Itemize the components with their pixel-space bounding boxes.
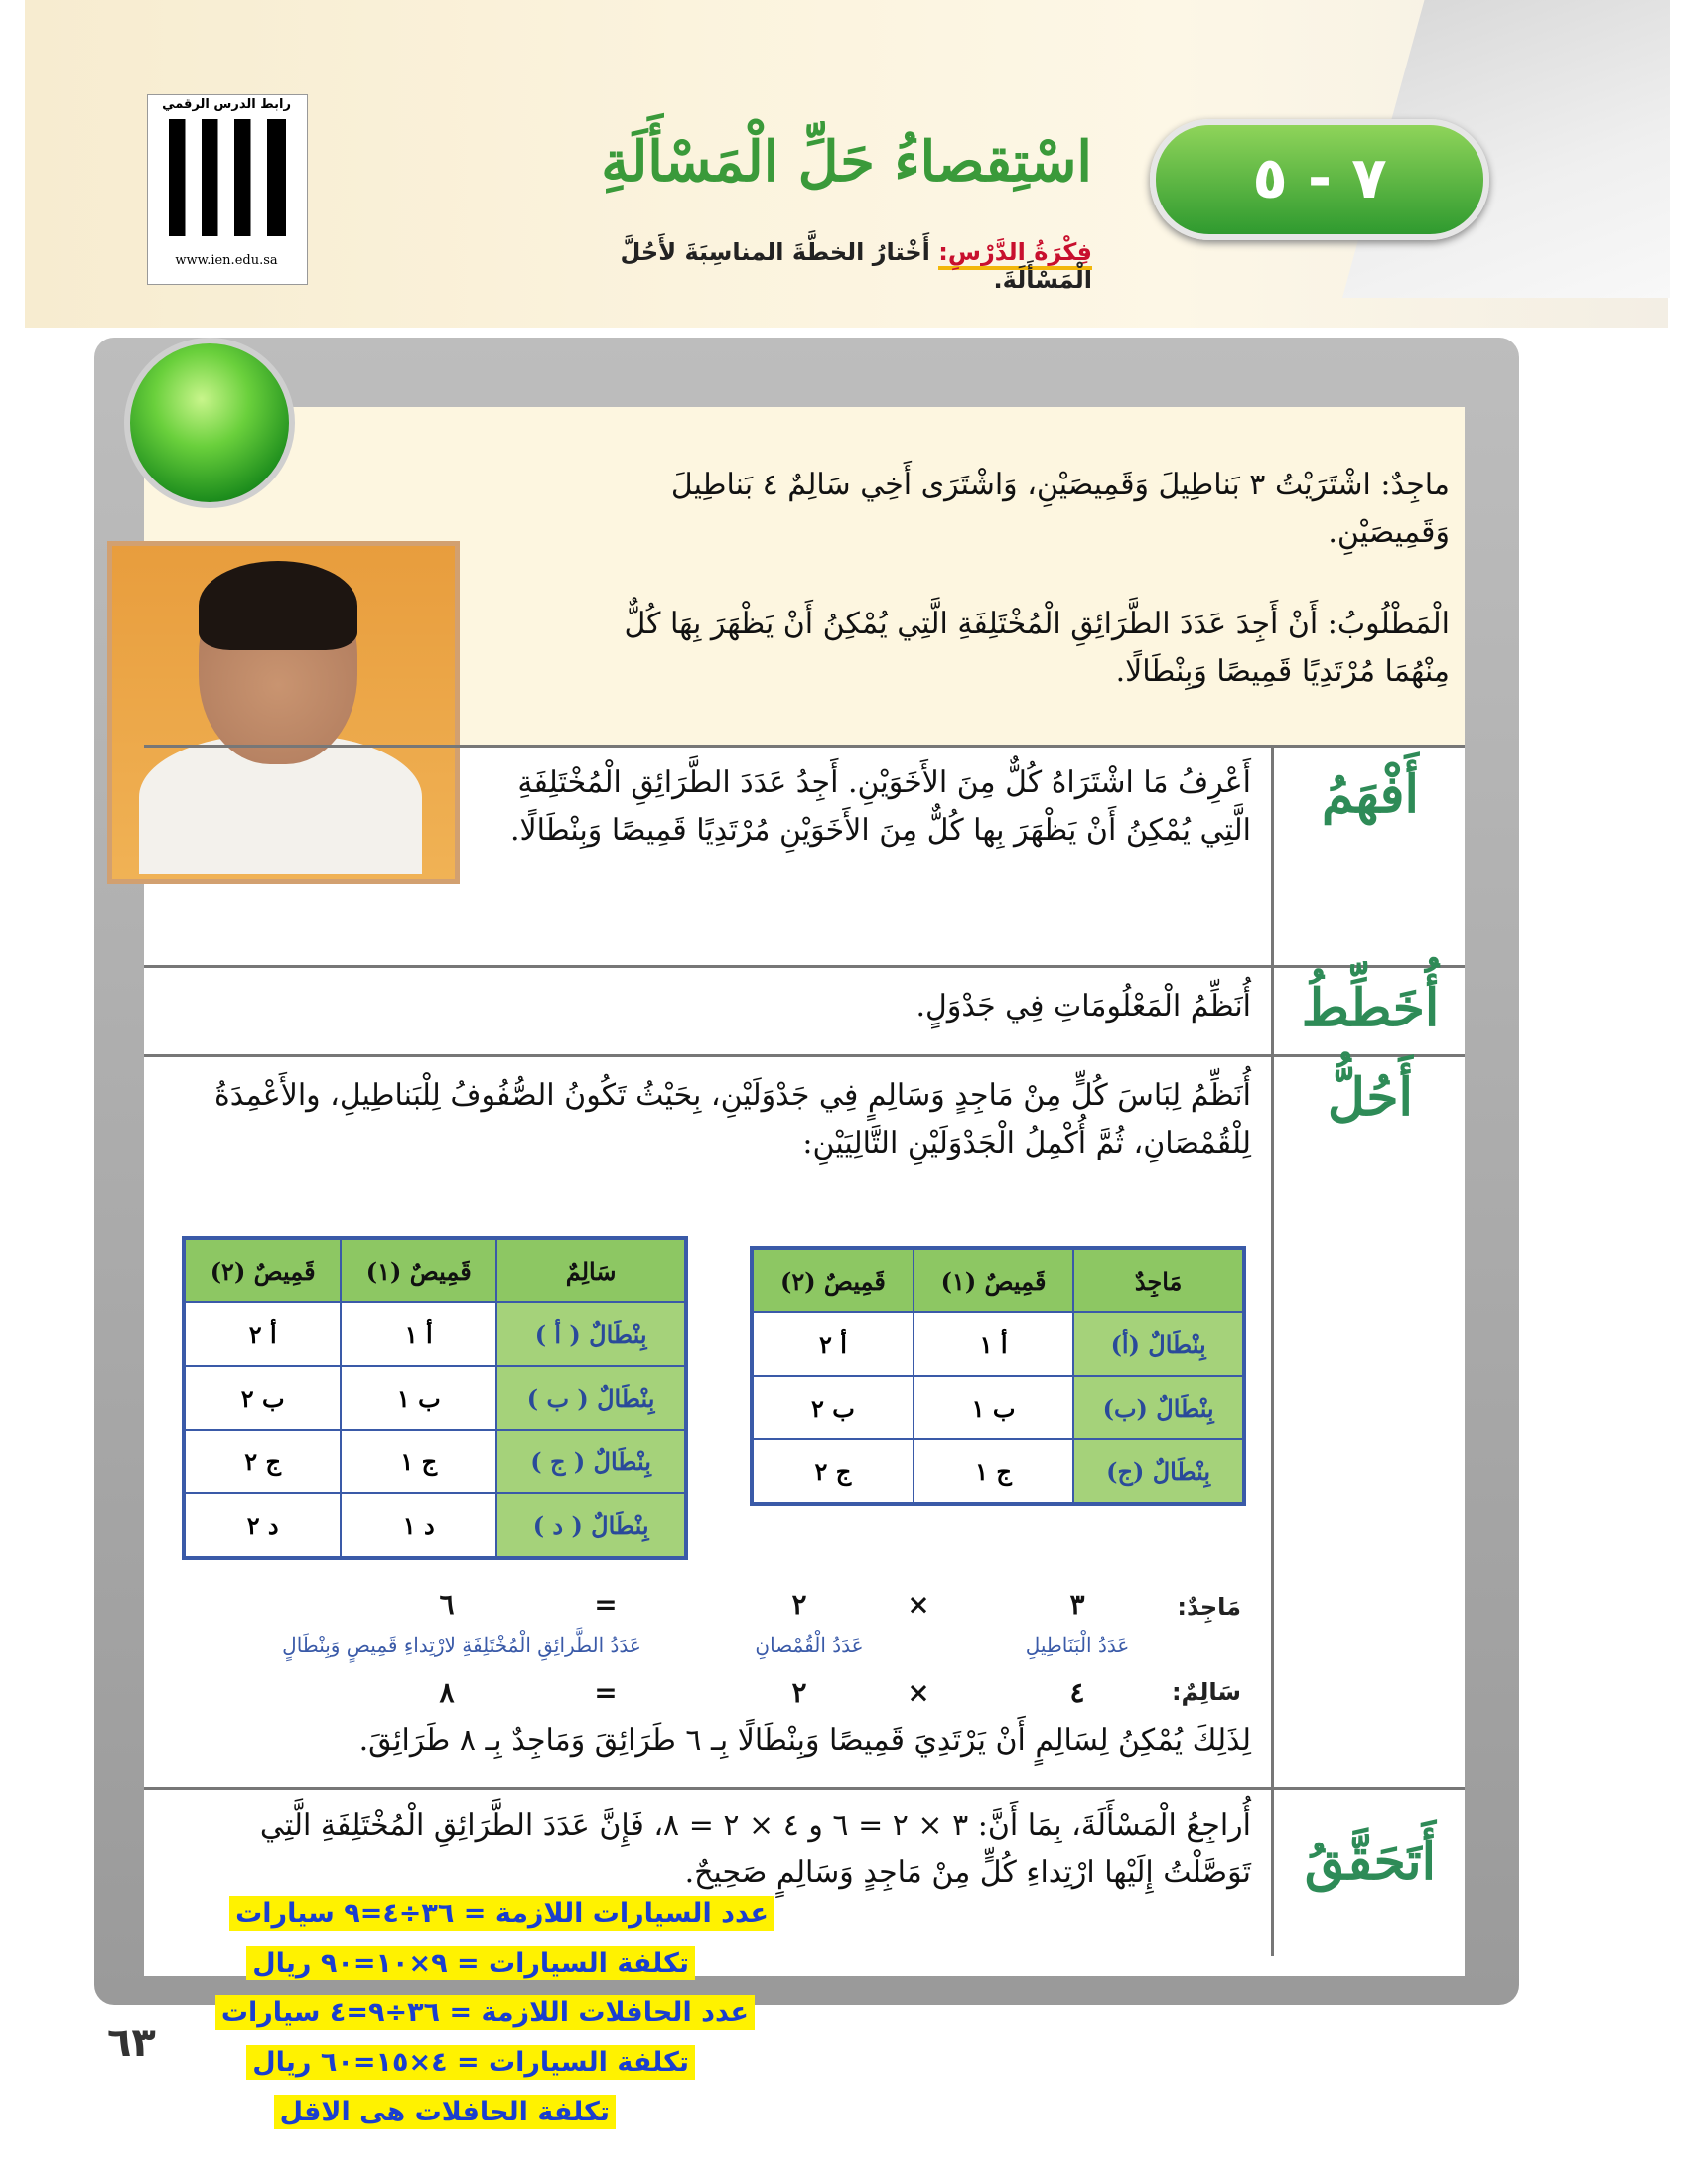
table-row-header: بِنْطَالٌ ( أ ) bbox=[496, 1302, 686, 1366]
table-cell: ج ٢ bbox=[184, 1430, 341, 1493]
annotation-line-5 bbox=[248, 2097, 616, 2127]
section-title-plan: أُخَطِّطُ bbox=[1301, 978, 1440, 1038]
highlight-text: تكلفة السيارات = ٤×١٥=٦٠ ريال bbox=[246, 2045, 695, 2080]
annotation-line-4 bbox=[179, 2047, 695, 2078]
salem-table bbox=[182, 1236, 688, 1560]
annotation-line-3 bbox=[129, 1997, 755, 2028]
table-row bbox=[752, 1312, 1244, 1376]
intro-paragraph-1: ماجِدٌ: اشْتَرَيْتُ ٣ بَناطِيلَ وَقَمِيصَيْنِ، وَاشْتَرَى أَخِي سَالِمٌ ٤ بَناطِيلَ وَقَمِيصَيْنِ. bbox=[670, 468, 1450, 550]
table-cell: ج ١ bbox=[341, 1430, 496, 1493]
table-cell: أ ٢ bbox=[184, 1302, 341, 1366]
qr-title: رابط الدرس الرقمي bbox=[162, 97, 291, 112]
table-cell: ب ٢ bbox=[184, 1366, 341, 1430]
lesson-title: اسْتِقصاءُ حَلِّ الْمَسْأَلَةِ bbox=[601, 129, 1092, 195]
table-cell: ب ١ bbox=[341, 1366, 496, 1430]
table-row-header: بِنْطَالٌ ( د ) bbox=[496, 1493, 686, 1558]
table-row bbox=[752, 1439, 1244, 1504]
table-row bbox=[184, 1302, 686, 1366]
section-divider bbox=[144, 1787, 1465, 1790]
section-title-check: أَتَحَقَّقُ bbox=[1304, 1832, 1437, 1892]
table-cell: ج ٢ bbox=[752, 1439, 914, 1504]
table-cell: ج ١ bbox=[914, 1439, 1073, 1504]
highlight-text: عدد السيارات اللازمة = ٣٦÷٤=٩ سيارات bbox=[229, 1896, 774, 1931]
annotation-line-1 bbox=[129, 1898, 774, 1929]
equation-operator: = bbox=[594, 1588, 618, 1621]
section-text-solve: أُنَظِّمُ لِبَاسَ كُلٍّ مِنْ مَاجِدٍ وَسَالِمٍ فِي جَدْوَلَيْنِ، بِحَيْثُ تَكُونُ الصُّفُوفُ لِلْبَناطِيلِ، والأَعْمِدَةُ لِلْقُمْصَانِ، ثُمَّ أُكْمِلُ الْجَدْوَلَيْنِ التَّالِيَيْنِ: bbox=[214, 1078, 1251, 1160]
table-row-header: بِنْطَالٌ (أ) bbox=[1073, 1312, 1244, 1376]
section-divider bbox=[144, 1054, 1465, 1057]
table-row bbox=[184, 1366, 686, 1430]
section-text-understand: أَعْرِفُ مَا اشْتَرَاهُ كُلٌّ مِنَ الأَخَوَيْنِ. أَجِدُ عَدَدَ الطَّرَائِقِ الْمُخْتَلِفَةِ الَّتِي يُمْكِنُ أَنْ يَظْهَرَ بِها كُلٌّ مِنَ الأَخَوَيْنِ مُرْتَدِيًا قَمِيصًا وَبِنْطَالًا. bbox=[510, 765, 1251, 848]
table-row bbox=[752, 1376, 1244, 1439]
equation-term: ٨ bbox=[439, 1676, 455, 1708]
equation-label-majed: مَاجِدٌ: bbox=[1177, 1593, 1241, 1621]
table-header: قَمِيصٌ (١) bbox=[914, 1248, 1073, 1312]
lesson-number: ٧ - ٥ bbox=[1252, 144, 1387, 211]
table-row-header: بِنْطَالٌ ( ب ) bbox=[496, 1366, 686, 1430]
equation-term: ٣ bbox=[1069, 1588, 1085, 1621]
table-cell: ب ١ bbox=[914, 1376, 1073, 1439]
page-number: ٦٣ bbox=[107, 2020, 156, 2066]
lesson-idea-label: فِكْرَةُ الدَّرْسِ: bbox=[938, 238, 1092, 270]
equation-term: ٢ bbox=[791, 1588, 807, 1621]
section-text-check: أُراجِعُ الْمَسْأَلَةَ، بِمَا أَنَّ: ٣ × ٢ = ٦ و ٤ × ٢ = ٨، فَإِنَّ عَدَدَ الطَّرَائِقِ الْمُخْتَلِفَةِ الَّتِي تَوَصَّلْتُ إِلَيْها ارْتِداءِ كُلٍّ مِنْ مَاجِدٍ وَسَالِمٍ صَحِيحٌ. bbox=[259, 1808, 1251, 1890]
table-cell: أ ٢ bbox=[752, 1312, 914, 1376]
table-header: قَمِيصٌ (٢) bbox=[184, 1238, 341, 1302]
table-cell: د ٢ bbox=[184, 1493, 341, 1558]
qr-url[interactable]: www.ien.edu.sa bbox=[175, 253, 278, 268]
boy-photo-hair bbox=[199, 561, 357, 650]
equation-operator: × bbox=[907, 1588, 930, 1621]
section-vertical-divider bbox=[1271, 745, 1274, 1956]
section-title-solve: أَحُلُّ bbox=[1328, 1067, 1413, 1128]
equation-label-salem: سَالِمٌ: bbox=[1171, 1678, 1241, 1706]
majed-table bbox=[750, 1246, 1246, 1506]
intro-paragraph-2: الْمَطْلُوبُ: أَنْ أَجِدَ عَدَدَ الطَّرَائِقِ الْمُخْتَلِفَةِ الَّتِي يُمْكِنُ أَنْ يَظْهَرَ بِهَا كُلٌّ مِنْهُمَا مُرْتَدِيًا قَمِيصًا وَبِنْطَالًا. bbox=[624, 607, 1450, 689]
table-cell: د ١ bbox=[341, 1493, 496, 1558]
table-row bbox=[184, 1430, 686, 1493]
table-row-header: بِنْطَالٌ (ب) bbox=[1073, 1376, 1244, 1439]
table-row bbox=[184, 1493, 686, 1558]
equation-term: ٦ bbox=[439, 1588, 455, 1621]
caption-pants-count: عَدَدُ الْبَنَاطِيلِ bbox=[1025, 1633, 1130, 1657]
caption-shirts-count: عَدَدُ الْقُمْصانِ bbox=[755, 1633, 864, 1657]
equation-term: ٢ bbox=[791, 1676, 807, 1708]
highlight-text: عدد الحافلات اللازمة = ٣٦÷٩=٤ سيارات bbox=[215, 1995, 755, 2030]
qr-code-icon[interactable] bbox=[169, 119, 286, 236]
table-row-header: بِنْطَالٌ ( ج ) bbox=[496, 1430, 686, 1493]
green-ball-icon bbox=[124, 338, 295, 508]
section-text-plan: أُنَظِّمُ الْمَعْلُومَاتِ فِي جَدْوَلٍ. bbox=[915, 989, 1251, 1024]
equation-operator: = bbox=[594, 1676, 618, 1708]
solve-conclusion: لِذَلِكَ يُمْكِنُ لِسَالِمٍ أَنْ يَرْتَدِيَ قَمِيصًا وَبِنْطَالًا بِـ ٦ طَرَائِقَ وَمَاجِدٌ بِـ ٨ طَرَائِقَ. bbox=[358, 1723, 1251, 1758]
highlight-text: تكلفة السيارات = ٩×١٠=٩٠ ريال bbox=[246, 1946, 695, 1980]
annotation-line-2 bbox=[179, 1948, 695, 1979]
table-cell: أ ١ bbox=[914, 1312, 1073, 1376]
section-title-understand: أَفْهَمُ bbox=[1322, 764, 1419, 825]
caption-ways-count: عَدَدُ الطَّرائِقِ الْمُخْتَلِفَةِ لارْتِداءِ قَمِيصٍ وَبِنْطَالٍ bbox=[282, 1633, 641, 1657]
equation-operator: × bbox=[907, 1676, 930, 1708]
table-row-header: بِنْطَالٌ (ج) bbox=[1073, 1439, 1244, 1504]
table-cell: أ ١ bbox=[341, 1302, 496, 1366]
table-cell: ب ٢ bbox=[752, 1376, 914, 1439]
table-header: مَاجِدٌ bbox=[1073, 1248, 1244, 1312]
highlight-text: تكلفة الحافلات هى الاقل bbox=[274, 2095, 616, 2129]
table-header: قَمِيصٌ (٢) bbox=[752, 1248, 914, 1312]
section-divider bbox=[144, 965, 1465, 968]
section-divider bbox=[144, 745, 1465, 748]
table-header: قَمِيصٌ (١) bbox=[341, 1238, 496, 1302]
lesson-idea bbox=[516, 238, 1092, 294]
lesson-idea-text: أَخْتارُ الخطَّةَ المناسِبَةَ لأَحُلَّ الْمَسْأَلَةَ. bbox=[620, 238, 1092, 294]
table-header: سَالِمٌ bbox=[496, 1238, 686, 1302]
equation-term: ٤ bbox=[1069, 1676, 1085, 1708]
